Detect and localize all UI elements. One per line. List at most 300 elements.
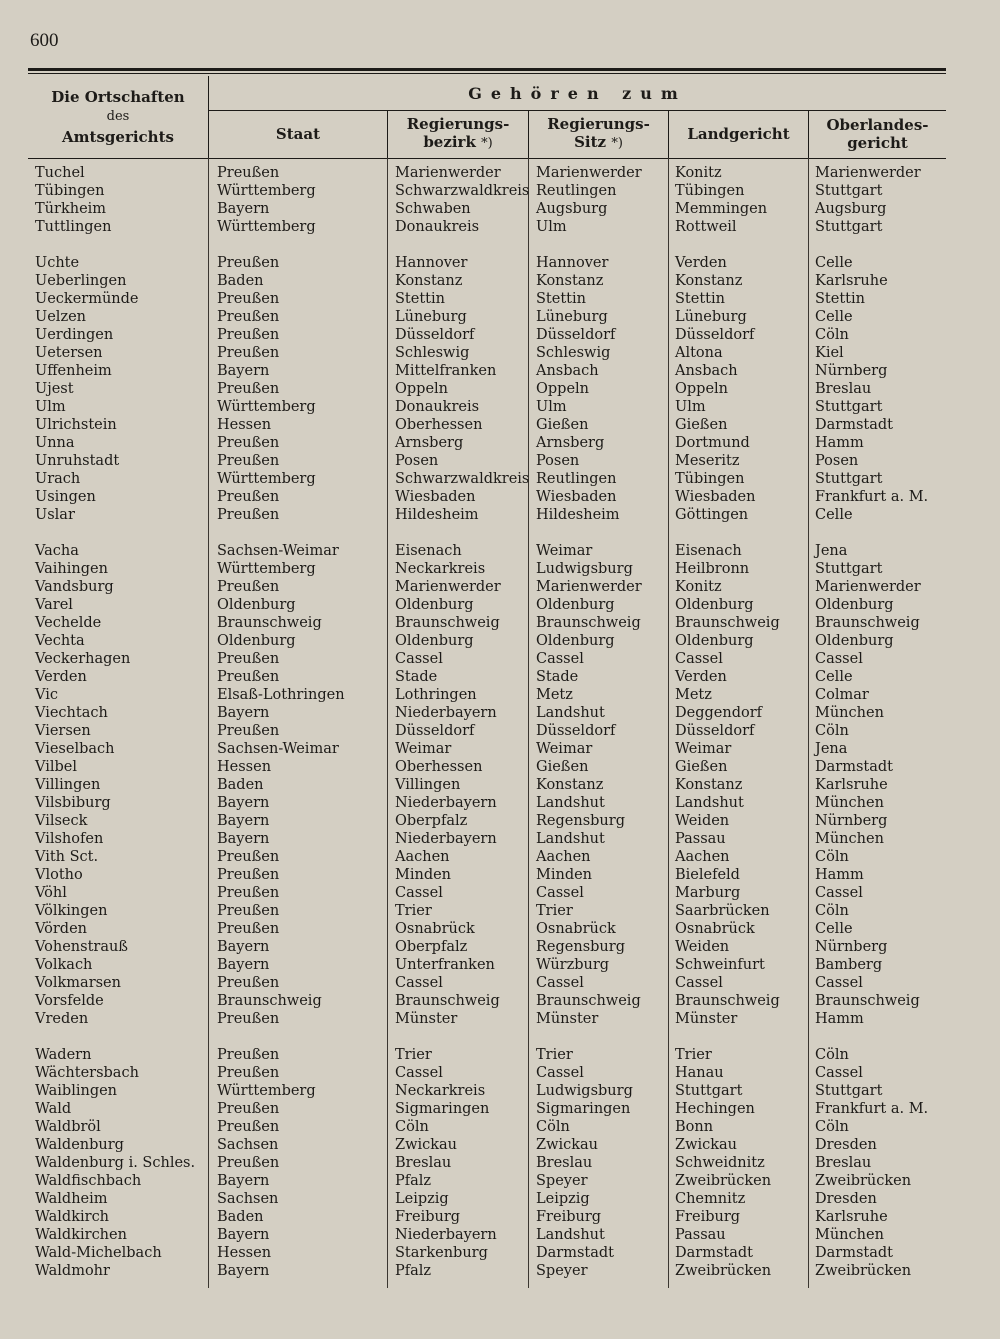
- cell-ort: Unna: [35, 435, 75, 451]
- table-row: [28, 1208, 946, 1226]
- cell-staat: Oldenburg: [217, 633, 296, 649]
- cell-ort: Waldenburg i. Schles.: [35, 1155, 196, 1171]
- cell-ober: Cassel: [815, 975, 863, 991]
- cell-ober: Karlsruhe: [815, 777, 888, 793]
- cell-bezirk: Cassel: [395, 885, 443, 901]
- cell-staat: Preußen: [217, 507, 280, 523]
- table-row: [28, 506, 946, 524]
- table-row: [28, 254, 946, 272]
- cell-sitz: Würzburg: [536, 957, 610, 973]
- cell-ober: Stuttgart: [815, 1083, 883, 1099]
- cell-staat: Preußen: [217, 489, 280, 505]
- cell-bezirk: Osnabrück: [395, 921, 475, 937]
- cell-bezirk: Braunschweig: [395, 615, 500, 631]
- cell-land: Verden: [675, 669, 727, 685]
- cell-staat: Preußen: [217, 1101, 280, 1117]
- cell-ober: Breslau: [815, 1155, 872, 1171]
- cell-staat: Preußen: [217, 1011, 280, 1027]
- cell-staat: Bayern: [217, 363, 270, 379]
- cell-ort: Veckerhagen: [35, 651, 131, 667]
- cell-ober: Stuttgart: [815, 219, 883, 235]
- table-row: [28, 956, 946, 974]
- cell-ober: Marienwerder: [815, 579, 921, 595]
- cell-sitz: Landshut: [536, 1227, 605, 1243]
- cell-ober: Celle: [815, 669, 853, 685]
- cell-ort: Vilsbiburg: [35, 795, 111, 811]
- cell-bezirk: Lothringen: [395, 687, 477, 703]
- cell-land: Lüneburg: [675, 309, 747, 325]
- cell-land: Aachen: [675, 849, 730, 865]
- cell-staat: Sachsen: [217, 1137, 279, 1153]
- cell-bezirk: Niederbayern: [395, 1227, 497, 1243]
- table-row: [28, 1262, 946, 1280]
- table-row: [28, 308, 946, 326]
- cell-land: Deggendorf: [675, 705, 762, 721]
- cell-ort: Villingen: [35, 777, 101, 793]
- cell-staat: Preußen: [217, 345, 280, 361]
- cell-staat: Oldenburg: [217, 597, 296, 613]
- cell-ober: Marienwerder: [815, 165, 921, 181]
- cell-staat: Preußen: [217, 849, 280, 865]
- header-regierungsbezirk-line2: bezirk: [423, 133, 476, 151]
- cell-staat: Preußen: [217, 327, 280, 343]
- cell-staat: Preußen: [217, 651, 280, 667]
- cell-ober: Jena: [815, 741, 848, 757]
- cell-ort: Waldmohr: [35, 1263, 110, 1279]
- table-row: [28, 740, 946, 758]
- cell-sitz: Arnsberg: [536, 435, 605, 451]
- cell-land: Landshut: [675, 795, 744, 811]
- cell-ober: München: [815, 1227, 884, 1243]
- table-row: [28, 362, 946, 380]
- cell-ort: Vic: [35, 687, 58, 703]
- cell-ort: Varel: [35, 597, 73, 613]
- cell-ort: Vöhl: [35, 885, 67, 901]
- cell-ort: Vilbel: [35, 759, 77, 775]
- cell-sitz: Zwickau: [536, 1137, 599, 1153]
- cell-land: Stettin: [675, 291, 725, 307]
- table-row: [28, 452, 946, 470]
- table-row: [28, 650, 946, 668]
- cell-staat: Preußen: [217, 165, 280, 181]
- cell-sitz: Speyer: [536, 1263, 588, 1279]
- cell-ober: Oldenburg: [815, 597, 894, 613]
- header-ortschaften-line1: Die Ortschaften: [51, 88, 185, 106]
- cell-sitz: Hildesheim: [536, 507, 620, 523]
- cell-bezirk: Oberhessen: [395, 759, 483, 775]
- cell-sitz: Regensburg: [536, 813, 625, 829]
- header-regierungssitz-line2: Sitz: [574, 133, 607, 151]
- cell-sitz: Cassel: [536, 1065, 584, 1081]
- cell-ober: Stuttgart: [815, 561, 883, 577]
- cell-sitz: Braunschweig: [536, 615, 641, 631]
- cell-sitz: Münster: [536, 1011, 599, 1027]
- cell-sitz: Osnabrück: [536, 921, 616, 937]
- cell-bezirk: Niederbayern: [395, 795, 497, 811]
- cell-ort: Tübingen: [35, 183, 105, 199]
- cell-ort: Vreden: [35, 1011, 89, 1027]
- table-row: [28, 902, 946, 920]
- cell-ober: Cöln: [815, 903, 849, 919]
- cell-sitz: Marienwerder: [536, 165, 642, 181]
- cell-bezirk: Münster: [395, 1011, 458, 1027]
- cell-ober: Zweibrücken: [815, 1263, 912, 1279]
- cell-staat: Sachsen-Weimar: [217, 543, 339, 559]
- cell-bezirk: Eisenach: [395, 543, 462, 559]
- cell-staat: Preußen: [217, 1119, 280, 1135]
- cell-sitz: Trier: [536, 1047, 573, 1063]
- cell-staat: Preußen: [217, 975, 280, 991]
- cell-ober: Braunschweig: [815, 993, 920, 1009]
- cell-ober: Frankfurt a. M.: [815, 489, 929, 505]
- cell-bezirk: Trier: [395, 903, 432, 919]
- cell-land: Stuttgart: [675, 1083, 743, 1099]
- cell-land: Wiesbaden: [675, 489, 756, 505]
- cell-bezirk: Donaukreis: [395, 399, 480, 415]
- cell-bezirk: Cassel: [395, 1065, 443, 1081]
- cell-ober: München: [815, 795, 884, 811]
- table-row: [28, 1100, 946, 1118]
- header-regierungssitz-line1: Regierungs-: [547, 115, 650, 133]
- cell-staat: Hessen: [217, 1245, 272, 1261]
- cell-bezirk: Cassel: [395, 651, 443, 667]
- table-row: [28, 1136, 946, 1154]
- cell-staat: Preußen: [217, 723, 280, 739]
- table-row: [28, 164, 946, 182]
- cell-sitz: Cassel: [536, 885, 584, 901]
- cell-staat: Preußen: [217, 291, 280, 307]
- table-row: [28, 614, 946, 632]
- cell-bezirk: Schwarzwaldkreis: [395, 183, 529, 199]
- cell-land: Trier: [675, 1047, 712, 1063]
- cell-ober: Celle: [815, 255, 853, 271]
- table-row: [28, 974, 946, 992]
- table-row: [28, 884, 946, 902]
- cell-land: Marburg: [675, 885, 741, 901]
- table-row: [28, 848, 946, 866]
- table-row: [28, 326, 946, 344]
- cell-staat: Bayern: [217, 705, 270, 721]
- cell-ort: Ueckermünde: [35, 291, 139, 307]
- cell-ober: Cöln: [815, 723, 849, 739]
- cell-ort: Wald-Michelbach: [35, 1245, 162, 1261]
- cell-sitz: Aachen: [536, 849, 591, 865]
- cell-sitz: Ulm: [536, 399, 567, 415]
- cell-sitz: Gießen: [536, 759, 589, 775]
- cell-sitz: Landshut: [536, 705, 605, 721]
- cell-ort: Ulm: [35, 399, 66, 415]
- cell-staat: Preußen: [217, 453, 280, 469]
- cell-staat: Bayern: [217, 831, 270, 847]
- table-body: [28, 164, 946, 1280]
- cell-bezirk: Hildesheim: [395, 507, 479, 523]
- cell-sitz: Posen: [536, 453, 580, 469]
- cell-staat: Preußen: [217, 885, 280, 901]
- cell-ort: Waldkirch: [35, 1209, 110, 1225]
- cell-sitz: Reutlingen: [536, 183, 617, 199]
- cell-bezirk: Oppeln: [395, 381, 449, 397]
- cell-sitz: Marienwerder: [536, 579, 642, 595]
- cell-ort: Vacha: [35, 543, 79, 559]
- cell-ober: Darmstadt: [815, 759, 893, 775]
- cell-sitz: Oldenburg: [536, 633, 615, 649]
- cell-ort: Verden: [35, 669, 87, 685]
- cell-land: Ansbach: [675, 363, 738, 379]
- cell-ober: Dresden: [815, 1191, 877, 1207]
- cell-land: Cassel: [675, 651, 723, 667]
- cell-sitz: Breslau: [536, 1155, 593, 1171]
- cell-staat: Sachsen-Weimar: [217, 741, 339, 757]
- cell-land: Düsseldorf: [675, 723, 755, 739]
- cell-staat: Elsaß-Lothringen: [217, 687, 345, 703]
- cell-sitz: Konstanz: [536, 777, 604, 793]
- cell-land: Eisenach: [675, 543, 742, 559]
- cell-bezirk: Niederbayern: [395, 831, 497, 847]
- cell-staat: Württemberg: [217, 219, 316, 235]
- table-row: [28, 1226, 946, 1244]
- cell-land: Tübingen: [675, 183, 745, 199]
- cell-ort: Uetersen: [35, 345, 103, 361]
- cell-staat: Bayern: [217, 1173, 270, 1189]
- cell-sitz: Cassel: [536, 651, 584, 667]
- cell-land: Bielefeld: [675, 867, 740, 883]
- cell-land: Heilbronn: [675, 561, 750, 577]
- cell-staat: Baden: [217, 777, 264, 793]
- cell-sitz: Augsburg: [536, 201, 608, 217]
- cell-ober: Karlsruhe: [815, 273, 888, 289]
- cell-bezirk: Düsseldorf: [395, 327, 475, 343]
- cell-ober: Hamm: [815, 867, 864, 883]
- cell-staat: Preußen: [217, 579, 280, 595]
- table-row: [28, 830, 946, 848]
- table-row: [28, 542, 946, 560]
- table-row: [28, 182, 946, 200]
- cell-land: Darmstadt: [675, 1245, 753, 1261]
- cell-bezirk: Posen: [395, 453, 439, 469]
- header-oberlandesgericht: [809, 110, 946, 158]
- cell-staat: Preußen: [217, 255, 280, 271]
- cell-sitz: Weimar: [536, 543, 593, 559]
- cell-ort: Urach: [35, 471, 81, 487]
- cell-land: Rottweil: [675, 219, 737, 235]
- header-ortschaften: [28, 76, 209, 158]
- cell-bezirk: Oberpfalz: [395, 813, 468, 829]
- cell-sitz: Reutlingen: [536, 471, 617, 487]
- cell-land: Hechingen: [675, 1101, 755, 1117]
- cell-ort: Vieselbach: [35, 741, 115, 757]
- cell-sitz: Ludwigsburg: [536, 561, 633, 577]
- table-row: [28, 686, 946, 704]
- cell-sitz: Trier: [536, 903, 573, 919]
- cell-land: Konstanz: [675, 777, 743, 793]
- cell-staat: Hessen: [217, 417, 272, 433]
- header-regierungsbezirk: [388, 110, 529, 158]
- cell-bezirk: Marienwerder: [395, 579, 501, 595]
- cell-bezirk: Neckarkreis: [395, 1083, 486, 1099]
- cell-land: Freiburg: [675, 1209, 741, 1225]
- header-staat-label: Staat: [275, 125, 321, 143]
- cell-sitz: Ulm: [536, 219, 567, 235]
- cell-staat: Baden: [217, 1209, 264, 1225]
- cell-staat: Preußen: [217, 867, 280, 883]
- cell-bezirk: Minden: [395, 867, 452, 883]
- cell-bezirk: Stade: [395, 669, 438, 685]
- cell-land: Gießen: [675, 759, 728, 775]
- cell-ort: Volkmarsen: [35, 975, 121, 991]
- cell-ort: Türkheim: [35, 201, 107, 217]
- cell-land: Braunschweig: [675, 993, 780, 1009]
- cell-sitz: Landshut: [536, 831, 605, 847]
- cell-sitz: Hannover: [536, 255, 609, 271]
- cell-bezirk: Breslau: [395, 1155, 452, 1171]
- cell-land: Metz: [675, 687, 712, 703]
- cell-ort: Vith Sct.: [35, 849, 99, 865]
- table-row: [28, 794, 946, 812]
- cell-ober: Nürnberg: [815, 939, 888, 955]
- cell-sitz: Minden: [536, 867, 593, 883]
- cell-land: Braunschweig: [675, 615, 780, 631]
- cell-sitz: Stettin: [536, 291, 586, 307]
- cell-staat: Braunschweig: [217, 615, 322, 631]
- cell-land: Chemnitz: [675, 1191, 746, 1207]
- cell-staat: Preußen: [217, 1047, 280, 1063]
- header-landgericht: [669, 110, 809, 158]
- table-row: [28, 920, 946, 938]
- cell-sitz: Sigmaringen: [536, 1101, 631, 1117]
- table-row: [28, 1172, 946, 1190]
- cell-staat: Württemberg: [217, 399, 316, 415]
- cell-sitz: Ludwigsburg: [536, 1083, 633, 1099]
- cell-sitz: Lüneburg: [536, 309, 608, 325]
- cell-bezirk: Cöln: [395, 1119, 429, 1135]
- cell-ort: Viechtach: [35, 705, 108, 721]
- cell-bezirk: Leipzig: [395, 1191, 449, 1207]
- table-row: [28, 200, 946, 218]
- cell-sitz: Konstanz: [536, 273, 604, 289]
- page-number: 600: [30, 30, 59, 51]
- table-row: [28, 488, 946, 506]
- cell-staat: Württemberg: [217, 561, 316, 577]
- cell-sitz: Landshut: [536, 795, 605, 811]
- table-row: [28, 866, 946, 884]
- table-row: [28, 398, 946, 416]
- cell-bezirk: Zwickau: [395, 1137, 458, 1153]
- cell-bezirk: Schwarzwaldkreis: [395, 471, 529, 487]
- cell-bezirk: Sigmaringen: [395, 1101, 490, 1117]
- cell-sitz: Freiburg: [536, 1209, 602, 1225]
- cell-sitz: Metz: [536, 687, 573, 703]
- cell-land: Schweinfurt: [675, 957, 765, 973]
- cell-ober: München: [815, 831, 884, 847]
- cell-ober: Oldenburg: [815, 633, 894, 649]
- cell-bezirk: Schleswig: [395, 345, 470, 361]
- cell-staat: Württemberg: [217, 1083, 316, 1099]
- cell-land: Passau: [675, 1227, 726, 1243]
- cell-staat: Baden: [217, 273, 264, 289]
- cell-ober: Darmstadt: [815, 1245, 893, 1261]
- cell-ober: Stuttgart: [815, 183, 883, 199]
- cell-ort: Volkach: [35, 957, 93, 973]
- table-row: [28, 344, 946, 362]
- header-regierungssitz: [529, 110, 669, 158]
- cell-staat: Preußen: [217, 921, 280, 937]
- cell-ober: Nürnberg: [815, 813, 888, 829]
- cell-land: Weiden: [675, 813, 730, 829]
- cell-ober: Celle: [815, 309, 853, 325]
- cell-staat: Preußen: [217, 903, 280, 919]
- cell-ort: Waldfischbach: [35, 1173, 142, 1189]
- cell-ort: Viersen: [35, 723, 91, 739]
- cell-land: Altona: [675, 345, 723, 361]
- cell-bezirk: Starkenburg: [395, 1245, 488, 1261]
- table-row: [28, 596, 946, 614]
- cell-bezirk: Aachen: [395, 849, 450, 865]
- top-rule: [28, 68, 946, 71]
- cell-sitz: Oppeln: [536, 381, 590, 397]
- cell-land: Zweibrücken: [675, 1173, 772, 1189]
- cell-ober: Stettin: [815, 291, 865, 307]
- cell-ober: Kiel: [815, 345, 844, 361]
- cell-ober: Colmar: [815, 687, 869, 703]
- table-row: [28, 380, 946, 398]
- table-row: [28, 1190, 946, 1208]
- cell-bezirk: Oldenburg: [395, 597, 474, 613]
- cell-bezirk: Braunschweig: [395, 993, 500, 1009]
- cell-staat: Bayern: [217, 939, 270, 955]
- cell-ober: Darmstadt: [815, 417, 893, 433]
- cell-staat: Bayern: [217, 957, 270, 973]
- cell-sitz: Stade: [536, 669, 579, 685]
- cell-ort: Uchte: [35, 255, 80, 271]
- table-row: [28, 434, 946, 452]
- cell-sitz: Cassel: [536, 975, 584, 991]
- cell-land: Hanau: [675, 1065, 724, 1081]
- cell-ober: München: [815, 705, 884, 721]
- cell-bezirk: Düsseldorf: [395, 723, 475, 739]
- table-row: [28, 1082, 946, 1100]
- cell-ober: Hamm: [815, 1011, 864, 1027]
- cell-ort: Ulrichstein: [35, 417, 117, 433]
- cell-ober: Cöln: [815, 1119, 849, 1135]
- header-gehoeren-zum: Gehören zum: [209, 76, 946, 111]
- cell-sitz: Weimar: [536, 741, 593, 757]
- table-row: [28, 272, 946, 290]
- cell-ort: Uffenheim: [35, 363, 112, 379]
- cell-sitz: Leipzig: [536, 1191, 590, 1207]
- cell-land: Passau: [675, 831, 726, 847]
- cell-staat: Preußen: [217, 309, 280, 325]
- cell-land: Konstanz: [675, 273, 743, 289]
- cell-ort: Vilseck: [35, 813, 88, 829]
- cell-sitz: Regensburg: [536, 939, 625, 955]
- cell-land: Konitz: [675, 165, 722, 181]
- cell-bezirk: Weimar: [395, 741, 452, 757]
- cell-staat: Hessen: [217, 759, 272, 775]
- cell-ober: Frankfurt a. M.: [815, 1101, 929, 1117]
- cell-bezirk: Oberpfalz: [395, 939, 468, 955]
- cell-ober: Cöln: [815, 849, 849, 865]
- cell-land: Schweidnitz: [675, 1155, 765, 1171]
- header-regierungsbezirk-note: *): [481, 136, 493, 151]
- table-header: [28, 76, 946, 159]
- cell-ober: Cöln: [815, 327, 849, 343]
- cell-sitz: Speyer: [536, 1173, 588, 1189]
- cell-staat: Bayern: [217, 795, 270, 811]
- cell-sitz: Braunschweig: [536, 993, 641, 1009]
- cell-land: Meseritz: [675, 453, 740, 469]
- cell-bezirk: Oberhessen: [395, 417, 483, 433]
- cell-ort: Vandsburg: [35, 579, 114, 595]
